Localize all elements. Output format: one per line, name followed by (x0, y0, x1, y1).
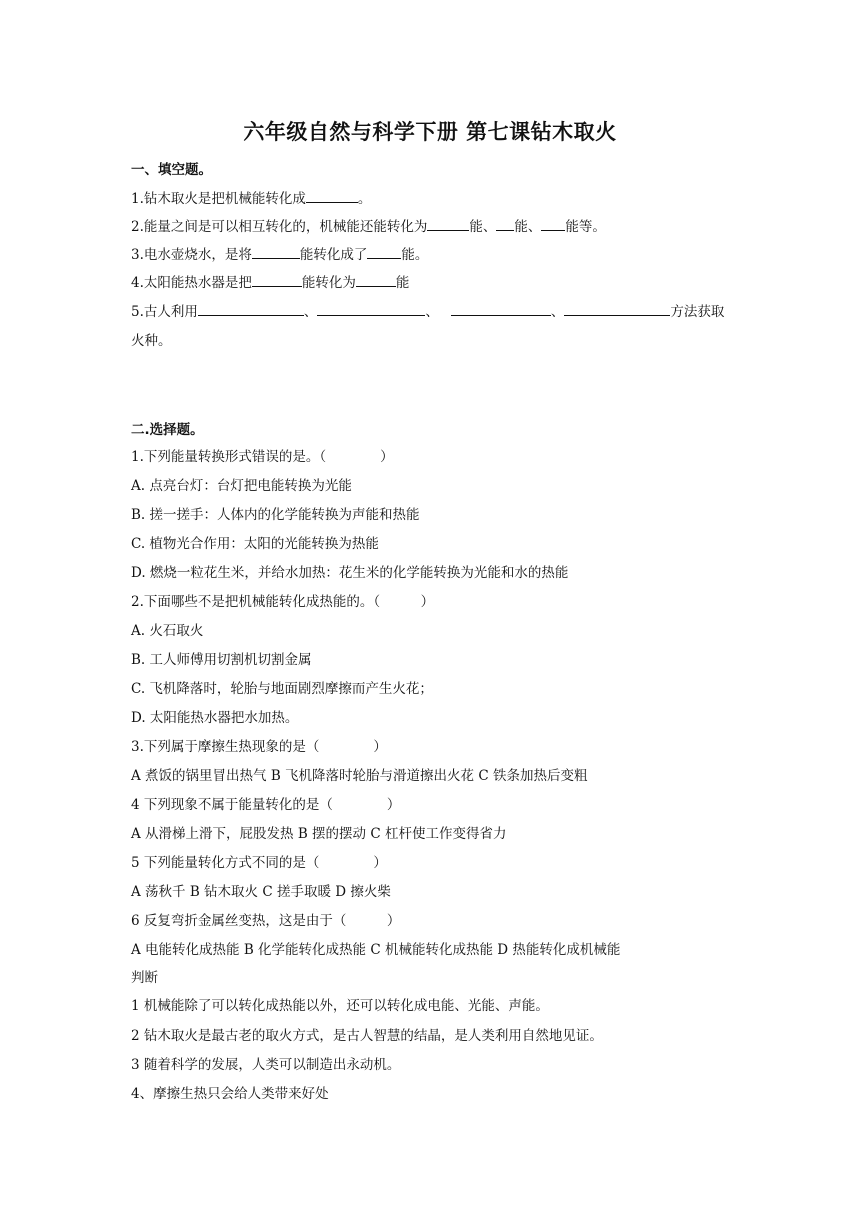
answer-blank (541, 216, 565, 231)
answer-blank (252, 244, 300, 259)
q3-part-c: 能。 (401, 247, 429, 263)
answer-blank (356, 272, 396, 287)
q5-sep-3: 、 (550, 304, 565, 320)
q2-text: 2.能量之间是可以相互转化的，机械能还能转化为 (131, 219, 428, 235)
section-heading-judge: 判断 (131, 970, 158, 986)
choice-line: A. 火石取火 (131, 623, 204, 639)
q5-sep-1: 、 (303, 304, 318, 320)
q2-part-b: 能、 (469, 219, 497, 235)
fill-question-2 (131, 216, 606, 237)
choice-line: A 从滑梯上滑下，屁股发热 B 摆的摆动 C 杠杆使工作变得省力 (131, 826, 507, 842)
q5-tail: 方法获取 (670, 304, 725, 320)
q2-part-d: 能等。 (565, 219, 606, 235)
choice-line: 5 下列能量转化方式不同的是（ ） (131, 855, 387, 871)
choice-line: 3.下列属于摩擦生热现象的是（ ） (131, 739, 387, 755)
fill-question-5 (131, 301, 724, 322)
fill-question-5-cont: 火种。 (131, 333, 172, 349)
fill-question-3 (131, 244, 428, 265)
judge-line: 3 随着科学的发展，人类可以制造出永动机。 (131, 1057, 401, 1073)
section-heading-choice: 二.选择题。 (131, 422, 204, 438)
fill-question-1 (131, 188, 371, 209)
answer-blank (427, 216, 469, 231)
choice-line: 2.下面哪些不是把机械能转化成热能的。（ ） (131, 594, 435, 610)
answer-blank (306, 188, 358, 203)
answer-blank (564, 301, 670, 316)
answer-blank (198, 301, 304, 316)
q5-sep-2: 、 (425, 304, 439, 320)
choice-line: 1.下列能量转换形式错误的是。（ ） (131, 449, 394, 465)
q4-text: 4.太阳能热水器是把 (131, 275, 252, 291)
answer-blank (496, 216, 514, 231)
answer-blank (252, 272, 302, 287)
choice-line: 6 反复弯折金属丝变热，这是由于（ ） (131, 913, 401, 929)
judge-line: 2 钻木取火是最古老的取火方式，是古人智慧的结晶，是人类利用自然地见证。 (131, 1028, 603, 1044)
page-title: 六年级自然与科学下册 第七课钻木取火 (243, 120, 617, 144)
q4-part-b: 能转化为 (301, 275, 356, 291)
section-heading-fill-blank: 一、填空题。 (131, 162, 212, 178)
q5-text: 5.古人利用 (131, 304, 198, 320)
choice-line: D. 燃烧一粒花生米，并给水加热：花生米的化学能转换为光能和水的热能 (131, 565, 569, 581)
choice-line: A 荡秋千 B 钻木取火 C 搓手取暖 D 擦火柴 (131, 884, 391, 900)
answer-blank (367, 244, 401, 259)
fill-question-4 (131, 272, 409, 293)
q1-tail: 。 (357, 191, 372, 207)
judge-line: 4、摩擦生热只会给人类带来好处 (131, 1086, 329, 1102)
choice-line: B. 工人师傅用切割机切割金属 (131, 652, 312, 668)
choice-line: A 煮饭的锅里冒出热气 B 飞机降落时轮胎与滑道擦出火花 C 铁条加热后变粗 (131, 768, 588, 784)
q4-part-c: 能 (395, 275, 410, 291)
q3-part-b: 能转化成了 (299, 247, 368, 263)
choice-line: D. 太阳能热水器把水加热。 (131, 710, 299, 726)
choice-line: A. 点亮台灯：台灯把电能转换为光能 (131, 478, 352, 494)
answer-blank (317, 301, 425, 316)
q2-part-c: 能、 (514, 219, 542, 235)
judge-line: 1 机械能除了可以转化成热能以外，还可以转化成电能、光能、声能。 (131, 998, 549, 1014)
choice-line: 4 下列现象不属于能量转化的是（ ） (131, 797, 401, 813)
choice-line: C. 飞机降落时，轮胎与地面剧烈摩擦而产生火花； (131, 681, 433, 697)
q1-text: 1.钻木取火是把机械能转化成 (131, 191, 306, 207)
answer-blank (451, 301, 551, 316)
choice-line: C. 植物光合作用：太阳的光能转换为热能 (131, 536, 379, 552)
choice-line: A 电能转化成热能 B 化学能转化成热能 C 机械能转化成热能 D 热能转化成机械能 (131, 942, 621, 958)
q3-text: 3.电水壶烧水，是将 (131, 247, 252, 263)
choice-line: B. 搓一搓手：人体内的化学能转换为声能和热能 (131, 507, 420, 523)
